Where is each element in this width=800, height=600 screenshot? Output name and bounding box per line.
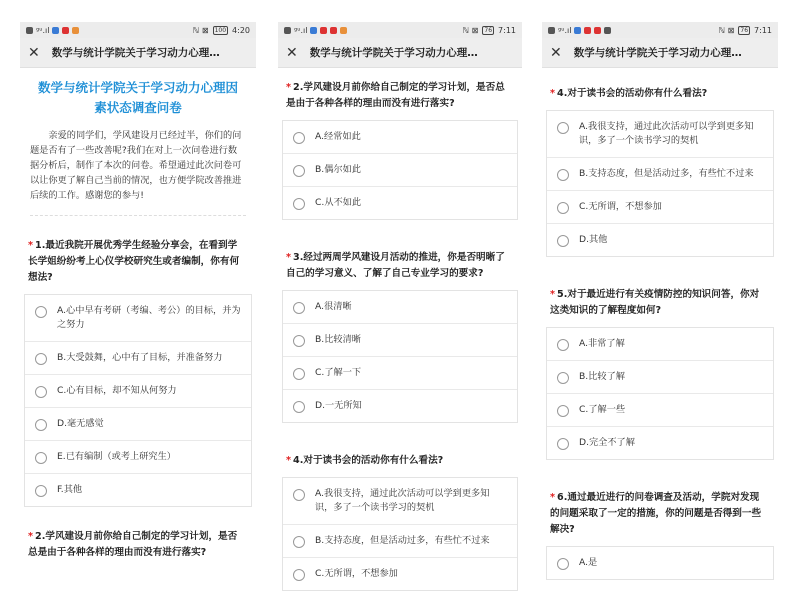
- required-mark: *: [286, 252, 292, 263]
- option-a[interactable]: A.心中早有考研（考编、考公）的目标，并为之努力: [25, 295, 251, 342]
- phone-screen-3: [542, 22, 778, 600]
- option-b[interactable]: B.大受鼓舞，心中有了目标，并准备努力: [25, 342, 251, 375]
- option-c[interactable]: C.心有目标，却不知从何努力: [25, 375, 251, 408]
- radio-icon[interactable]: [293, 165, 305, 177]
- option-a[interactable]: A.很清晰: [283, 291, 517, 324]
- question-title: * 2.学风建设月前你给自己制定的学习计划，是否总是由于各种各样的理由而没有进行落实?: [286, 82, 505, 109]
- required-mark: *: [286, 82, 292, 93]
- option-a[interactable]: A.经常如此: [283, 121, 517, 154]
- option-list: [546, 327, 774, 460]
- option-c[interactable]: C.了解一下: [283, 357, 517, 390]
- question-6: [546, 490, 774, 580]
- notification-icon: [548, 27, 555, 34]
- option-b[interactable]: B.比较清晰: [283, 324, 517, 357]
- question-3: [282, 250, 518, 423]
- option-list: [282, 120, 518, 220]
- page-title: 数学与统计学院关于学习动力心理…: [309, 47, 478, 59]
- required-mark: *: [28, 531, 34, 542]
- question-1: [24, 238, 252, 507]
- radio-icon[interactable]: [557, 438, 569, 450]
- required-mark: *: [550, 289, 556, 300]
- app-icon: [320, 27, 327, 34]
- status-bar: [278, 22, 522, 38]
- radio-icon[interactable]: [293, 198, 305, 210]
- app-icon: [52, 27, 59, 34]
- radio-icon[interactable]: [293, 368, 305, 380]
- status-right: [463, 26, 516, 35]
- app-icon: [62, 27, 69, 34]
- required-mark: *: [286, 455, 292, 466]
- option-a[interactable]: A.我很支持，通过此次活动可以学到更多知识，多了一个读书学习的契机: [547, 111, 773, 158]
- option-d[interactable]: D.完全不了解: [547, 427, 773, 459]
- option-d[interactable]: D.一无所知: [283, 390, 517, 422]
- question-title: * 5.对于最近进行有关疫情防控的知识问答，你对这类知识的了解程度如何?: [550, 289, 760, 316]
- option-b[interactable]: B.支持态度，但是活动过多，有些忙不过来: [547, 158, 773, 191]
- question-2: [24, 529, 252, 561]
- radio-icon[interactable]: [557, 122, 569, 134]
- radio-icon[interactable]: [293, 132, 305, 144]
- status-bar: [20, 22, 256, 38]
- option-c[interactable]: C.从不如此: [283, 187, 517, 219]
- question-title: * 6.通过最近进行的问卷调查及活动，学院对发现的问题采取了一定的措施，你的问题是否得到一些解决?: [550, 492, 762, 535]
- radio-icon[interactable]: [557, 405, 569, 417]
- option-f[interactable]: F.其他: [25, 474, 251, 506]
- survey-content[interactable]: [20, 78, 256, 561]
- radio-icon[interactable]: [557, 372, 569, 384]
- status-left: [26, 26, 79, 35]
- question-title: * 2.学风建设月前你给自己制定的学习计划，是否总是由于各种各样的理由而没有进行落实?: [28, 531, 238, 558]
- page-title: 数学与统计学院关于学习动力心理…: [51, 47, 220, 59]
- option-d[interactable]: D.其他: [547, 224, 773, 256]
- question-title: * 1.最近我院开展优秀学生经验分享会，在看到学长学姐纷纷考上心仪学校研究生或者编制，你有何想法?: [28, 240, 240, 283]
- question-4: [282, 453, 518, 591]
- survey-content[interactable]: [542, 86, 778, 580]
- radio-icon[interactable]: [293, 302, 305, 314]
- radio-icon[interactable]: [557, 202, 569, 214]
- radio-icon[interactable]: [35, 485, 47, 497]
- app-icon: [604, 27, 611, 34]
- option-d[interactable]: D.毫无感觉: [25, 408, 251, 441]
- app-icon: [594, 27, 601, 34]
- option-list: [24, 294, 252, 507]
- option-list: [282, 290, 518, 423]
- title-bar: [20, 38, 256, 68]
- option-a[interactable]: A.我很支持，通过此次活动可以学到更多知识，多了一个读书学习的契机: [283, 478, 517, 525]
- question-title: * 4.对于读书会的活动你有什么看法?: [550, 88, 708, 99]
- title-bar: [278, 38, 522, 68]
- battery-icon: 76: [740, 26, 749, 34]
- app-icon: [574, 27, 581, 34]
- clock: 7:11: [754, 25, 772, 35]
- survey-content[interactable]: [278, 80, 522, 591]
- survey-heading: 数学与统计学院关于学习动力心理因素状态调查问卷: [37, 80, 238, 115]
- nfc-icon: ℕ ⊠: [718, 25, 735, 35]
- radio-icon[interactable]: [293, 401, 305, 413]
- close-icon[interactable]: ✕: [550, 44, 562, 61]
- phone-screen-2: [278, 22, 522, 600]
- radio-icon[interactable]: [35, 419, 47, 431]
- notification-icon: [26, 27, 33, 34]
- option-c[interactable]: C.无所谓，不想参加: [283, 558, 517, 590]
- required-mark: *: [550, 492, 556, 503]
- close-icon[interactable]: ✕: [286, 44, 298, 61]
- question-2: [282, 80, 518, 220]
- option-list: [282, 477, 518, 591]
- clock: 4:20: [232, 25, 250, 35]
- radio-icon[interactable]: [35, 353, 47, 365]
- signal-icon: ᵍᵘ.ıl: [558, 25, 572, 35]
- option-c[interactable]: C.了解一些: [547, 394, 773, 427]
- close-icon[interactable]: ✕: [28, 44, 40, 61]
- status-right: [193, 26, 250, 35]
- radio-icon[interactable]: [35, 386, 47, 398]
- status-right: [719, 26, 772, 35]
- option-list: [546, 546, 774, 580]
- page-title: 数学与统计学院关于学习动力心理…: [573, 47, 742, 59]
- option-list: [546, 110, 774, 257]
- signal-icon: ᵍᵘ.ıl: [36, 25, 50, 35]
- app-icon: [72, 27, 79, 34]
- option-a[interactable]: A.非常了解: [547, 328, 773, 361]
- status-left: [548, 26, 611, 35]
- radio-icon[interactable]: [35, 306, 47, 318]
- option-b[interactable]: B.支持态度，但是活动过多，有些忙不过来: [283, 525, 517, 558]
- status-bar: [542, 22, 778, 38]
- battery-icon: 76: [484, 26, 493, 34]
- option-b[interactable]: B.偶尔如此: [283, 154, 517, 187]
- app-icon: [584, 27, 591, 34]
- status-left: [284, 26, 347, 35]
- radio-icon[interactable]: [293, 489, 305, 501]
- title-bar: [542, 38, 778, 68]
- option-e[interactable]: E.已有编制（或考上研究生）: [25, 441, 251, 474]
- radio-icon[interactable]: [557, 558, 569, 570]
- notification-icon: [284, 27, 291, 34]
- app-icon: [330, 27, 337, 34]
- radio-icon[interactable]: [293, 335, 305, 347]
- radio-icon[interactable]: [557, 169, 569, 181]
- required-mark: *: [550, 88, 556, 99]
- nfc-icon: ℕ ⊠: [462, 25, 479, 35]
- option-c[interactable]: C.无所谓，不想参加: [547, 191, 773, 224]
- option-a[interactable]: A.是: [547, 547, 773, 579]
- phone-screen-1: [20, 22, 256, 600]
- nfc-icon: ℕ ⊠: [192, 25, 209, 35]
- required-mark: *: [28, 240, 34, 251]
- radio-icon[interactable]: [293, 536, 305, 548]
- survey-intro: 亲爱的同学们，学风建设月已经过半，你们的问题是否有了一些改善呢?我们在对上一次问卷进行数据分析后，制作了本次的问卷。希望通过此次问卷可以让你更了解自己当前的情况，也方便学院改善推进后续的工作。感谢您的参与!: [30, 128, 246, 216]
- battery-icon: 100: [214, 26, 227, 34]
- question-title: * 3.经过两周学风建设月活动的推进，你是否明晰了自己的学习意义、了解了自己专业学习的要求?: [286, 252, 505, 279]
- radio-icon[interactable]: [557, 339, 569, 351]
- question-title: * 4.对于读书会的活动你有什么看法?: [286, 455, 444, 466]
- app-icon: [310, 27, 317, 34]
- option-b[interactable]: B.比较了解: [547, 361, 773, 394]
- signal-icon: ᵍᵘ.ıl: [294, 25, 308, 35]
- radio-icon[interactable]: [35, 452, 47, 464]
- question-5: [546, 287, 774, 460]
- radio-icon[interactable]: [557, 235, 569, 247]
- question-4: [546, 86, 774, 257]
- app-icon: [340, 27, 347, 34]
- radio-icon[interactable]: [293, 569, 305, 581]
- clock: 7:11: [498, 25, 516, 35]
